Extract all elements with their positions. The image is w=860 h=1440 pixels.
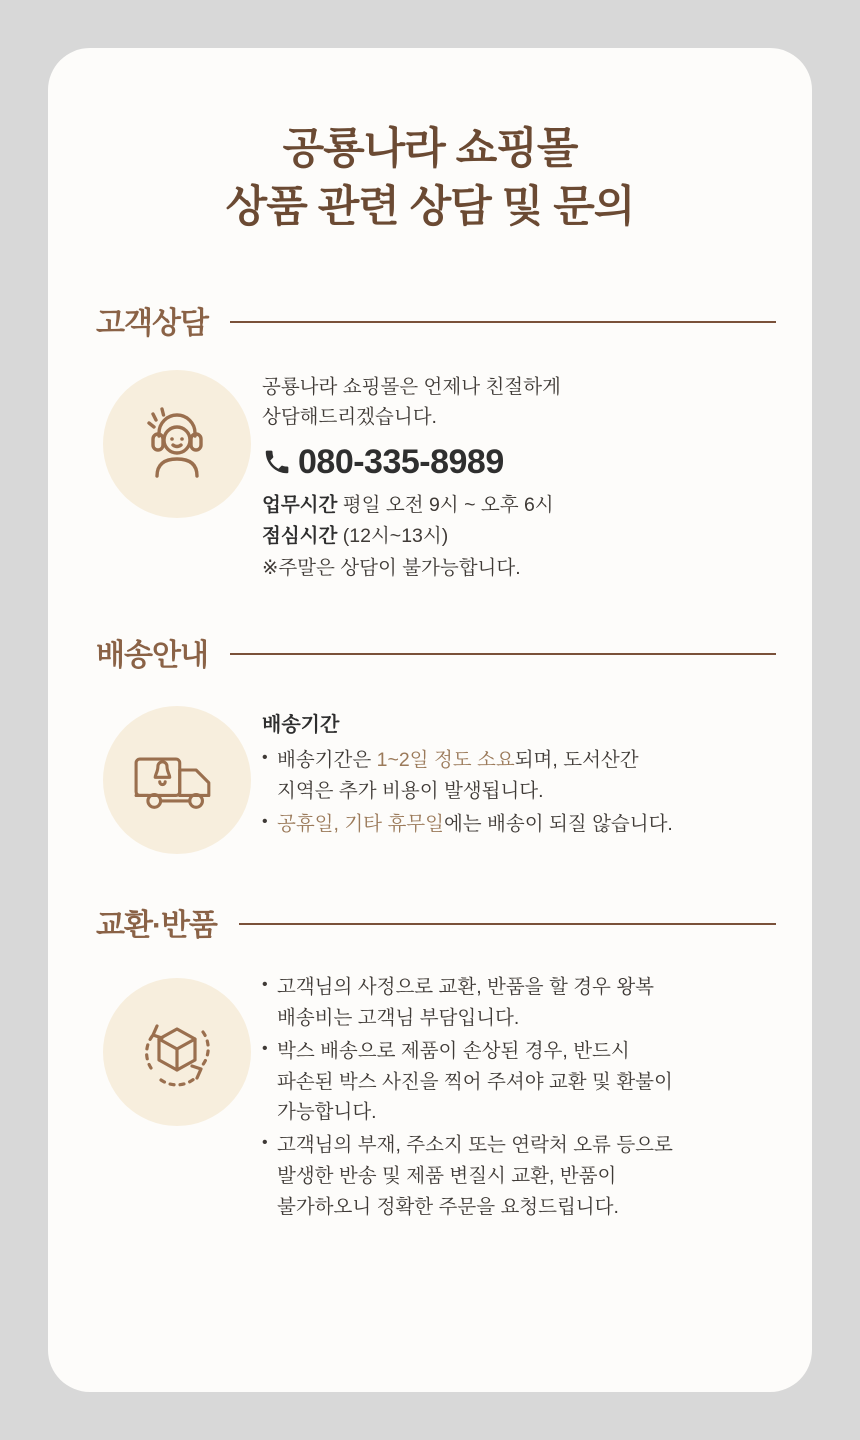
list-item [262, 745, 782, 807]
icon-column [92, 360, 262, 518]
section-title-delivery: 배송안내 [96, 639, 208, 673]
list-item [262, 809, 782, 840]
info-card [48, 48, 812, 1392]
title-line-2: 상품 관련 상담 및 문의 [225, 183, 635, 232]
icon-circle [103, 978, 251, 1126]
delivery-truck-icon [127, 738, 227, 822]
bullet-line-2: 파손된 박스 사진을 찍어 주셔야 교환 및 환불이 [277, 1070, 673, 1093]
bullet-highlight: 1~2일 정도 소요 [376, 749, 515, 772]
list-item [262, 972, 782, 1034]
icon-column [92, 968, 262, 1126]
section-body-exchange-return [48, 968, 812, 1224]
exchange-return-bullet-list [262, 972, 782, 1222]
section-delivery [48, 630, 812, 854]
cs-intro-line-2: 상담해드리겠습니다. [262, 406, 437, 429]
section-divider [230, 653, 776, 655]
section-exchange-return [48, 900, 812, 1224]
section-customer-service [48, 298, 812, 584]
bullet-line-1: 고객님의 사정으로 교환, 반품을 할 경우 왕복 [277, 976, 654, 999]
list-item [262, 1036, 782, 1128]
page-title [48, 120, 812, 236]
bullet-line-2: 발생한 반송 및 제품 변질시 교환, 반품이 [277, 1165, 617, 1188]
delivery-bullet-list [262, 745, 782, 839]
phone-row [262, 443, 782, 482]
weekend-note: ※주말은 상담이 불가능합니다. [262, 556, 521, 579]
business-hours-value: 평일 오전 9시 ~ 오후 6시 [342, 493, 554, 516]
business-hours-line [262, 490, 782, 522]
bullet-line-3: 불가하오니 정확한 주문을 요청드립니다. [277, 1195, 619, 1218]
lunch-hours-value: (12시~13시) [342, 525, 449, 548]
bullet-highlight: 공휴일, 기타 휴무일 [277, 812, 444, 835]
bullet-line-1: 고객님의 부재, 주소지 또는 연락처 오류 등으로 [277, 1134, 673, 1157]
bullet-line-1: 박스 배송으로 제품이 손상된 경우, 반드시 [277, 1039, 630, 1062]
exchange-return-text [262, 968, 782, 1224]
bullet-line-2: 배송비는 고객님 부담입니다. [277, 1007, 520, 1030]
icon-circle [103, 370, 251, 518]
section-header-customer-service [48, 298, 812, 342]
section-divider [239, 923, 776, 925]
section-header-delivery [48, 630, 812, 674]
section-title-customer-service: 고객상담 [96, 307, 208, 341]
bullet-continued: 지역은 추가 비용이 발생됩니다. [277, 780, 544, 803]
bullet-pre: 배송기간은 [277, 749, 377, 772]
section-body-delivery [48, 696, 812, 854]
bullet-post: 되며, 도서산간 [514, 749, 639, 772]
headset-operator-icon [129, 396, 225, 492]
delivery-text [262, 696, 782, 841]
section-header-exchange-return [48, 900, 812, 944]
icon-column [92, 696, 262, 854]
phone-number[interactable]: 080-335-8989 [298, 442, 504, 481]
lunch-hours-label: 점심시간 [262, 525, 338, 548]
business-hours-label: 업무시간 [262, 493, 338, 516]
customer-service-text [262, 360, 782, 584]
cs-intro-line-1: 공룡나라 쇼핑몰은 언제나 친절하게 [262, 376, 561, 399]
lunch-hours-line [262, 521, 782, 553]
phone-icon [262, 447, 292, 477]
section-divider [230, 321, 776, 323]
icon-circle [103, 706, 251, 854]
return-box-icon [127, 1002, 227, 1102]
delivery-subheading: 배송기간 [262, 714, 340, 737]
section-body-customer-service [48, 360, 812, 584]
bullet-line-3: 가능합니다. [277, 1101, 377, 1124]
title-line-1: 공룡나라 쇼핑몰 [282, 125, 578, 173]
section-title-exchange-return: 교환·반품 [96, 909, 217, 943]
bullet-post: 에는 배송이 되질 않습니다. [443, 812, 673, 835]
list-item [262, 1130, 782, 1222]
